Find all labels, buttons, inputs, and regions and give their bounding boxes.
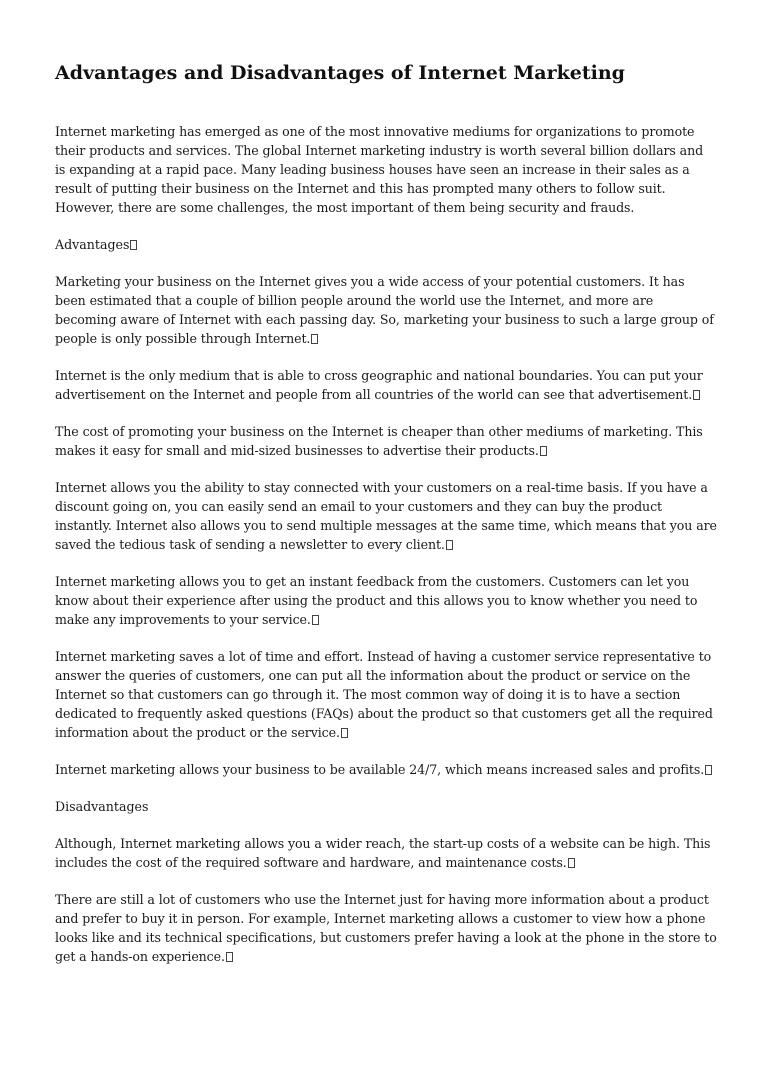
advantage-paragraph xyxy=(55,422,717,460)
missing-glyph-icon xyxy=(568,858,575,868)
advantages-heading xyxy=(55,235,717,254)
advantage-text: Internet is the only medium that is able to cross geographic and national boundaries. You can put your advertisement on the Internet and people from all countries of the world can see that advertisement. xyxy=(55,368,703,402)
missing-glyph-icon xyxy=(130,240,137,250)
advantages-heading-text: Advantages xyxy=(55,237,130,252)
missing-glyph-icon xyxy=(311,334,318,344)
advantage-paragraph xyxy=(55,366,717,404)
advantage-paragraph xyxy=(55,760,717,779)
advantage-paragraph xyxy=(55,478,717,554)
missing-glyph-icon xyxy=(226,952,233,962)
advantage-text: Internet allows you the ability to stay connected with your customers on a real-time basis. If you have a discount going on, you can easily send an email to your customers and they can buy the product instantly. Internet also allows you to send multiple messages at the same time, which means that you are saved the tedious task of sending a newsletter to every client. xyxy=(55,480,717,552)
advantage-text: Internet marketing allows your business to be available 24/7, which means increased sales and profits. xyxy=(55,762,705,777)
advantage-text: Internet marketing saves a lot of time and effort. Instead of having a customer service representative to answer the queries of customers, one can put all the information about the product or service on the Internet so that customers can go through it. The most common way of doing it is to have a section dedicated to frequently asked questions (FAQs) about the product so that customers get all the required information about the product or the service. xyxy=(55,649,713,740)
advantage-text: Marketing your business on the Internet gives you a wide access of your potential customers. It has been estimated that a couple of billion people around the world use the Internet, and more are becoming aware of Internet with each passing day. So, marketing your business to such a large group of people is only possible through Internet. xyxy=(55,274,714,346)
disadvantages-heading: Disadvantages xyxy=(55,799,149,814)
disadvantage-text: There are still a lot of customers who use the Internet just for having more information about a product and prefer to buy it in person. For example, Internet marketing allows a customer to view how a phone looks like and its technical specifications, but customers prefer having a look at the phone in the store to get a hands-on experience. xyxy=(55,892,717,964)
advantage-paragraph xyxy=(55,272,717,348)
advantage-text: The cost of promoting your business on the Internet is cheaper than other mediums of marketing. This makes it easy for small and mid-sized businesses to advertise their products. xyxy=(55,424,703,458)
missing-glyph-icon xyxy=(446,540,453,550)
intro-paragraph: Internet marketing has emerged as one of the most innovative mediums for organizations to promote their products and services. The global Internet marketing industry is worth several billion dollars and is expanding at a rapid pace. Many leading business houses have seen an increase in their sales as a result of putting their business on the Internet and this has prompted many others to follow suit. However, there are some challenges, the most important of them being security and frauds. xyxy=(55,124,704,215)
document-title: Advantages and Disadvantages of Internet Marketing xyxy=(55,62,625,84)
advantage-text: Internet marketing allows you to get an instant feedback from the customers. Customers can let you know about their experience after using the product and this allows you to know whether you need to make any improvements to your service. xyxy=(55,574,698,627)
disadvantage-paragraph xyxy=(55,890,717,966)
advantage-paragraph xyxy=(55,572,717,629)
missing-glyph-icon xyxy=(341,728,348,738)
disadvantage-paragraph xyxy=(55,834,717,872)
document-page xyxy=(55,58,717,984)
advantage-paragraph xyxy=(55,647,717,742)
disadvantage-text: Although, Internet marketing allows you a wider reach, the start-up costs of a website can be high. This includes the cost of the required software and hardware, and maintenance costs. xyxy=(55,836,711,870)
missing-glyph-icon xyxy=(705,765,712,775)
missing-glyph-icon xyxy=(540,446,547,456)
missing-glyph-icon xyxy=(693,390,700,400)
missing-glyph-icon xyxy=(312,615,319,625)
